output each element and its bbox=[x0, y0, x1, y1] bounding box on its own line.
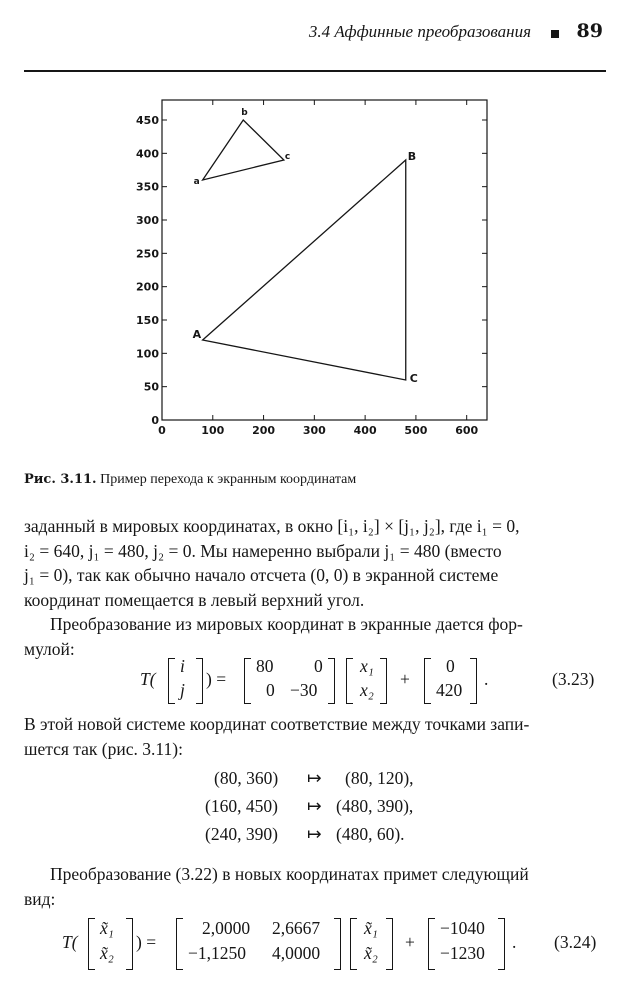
bracket-right bbox=[328, 658, 335, 704]
caption-label: Рис. 3.11. bbox=[24, 472, 97, 487]
equation-number: (3.23) bbox=[552, 669, 595, 689]
y-tick-label: 200 bbox=[136, 280, 159, 294]
vertex-label: c bbox=[284, 152, 291, 162]
bracket-right bbox=[334, 918, 341, 970]
vertex-label: a bbox=[193, 177, 200, 187]
large-triangle bbox=[203, 160, 406, 380]
y-tick-label: 150 bbox=[136, 314, 159, 327]
header-rule bbox=[24, 70, 606, 72]
eq-function: T( bbox=[140, 669, 156, 689]
x-tick-label: 100 bbox=[201, 424, 225, 437]
bracket-left bbox=[346, 658, 353, 704]
paragraph-3 bbox=[24, 712, 606, 761]
header-square-bullet bbox=[551, 30, 559, 38]
text-line: i₂ = 640, j₁ = 480, j₂ = 0. Мы намеренно выбрали j₁ = 480 (вместо bbox=[24, 540, 502, 561]
vector-cell: x̃₂ bbox=[364, 943, 378, 963]
y-tick-label: 300 bbox=[136, 214, 159, 227]
vector-cell: x̃₁ bbox=[364, 918, 378, 938]
matrix-cell: 2,6667 bbox=[272, 918, 321, 938]
eq-var: x̃₁ bbox=[100, 918, 114, 938]
y-tick-label: 400 bbox=[136, 147, 159, 161]
figure-caption bbox=[24, 472, 356, 488]
mapping-to: (480, 390), bbox=[336, 796, 414, 816]
text-line: координат помещается в левый верхний угол. bbox=[24, 589, 365, 610]
text-line: В этой новой системе координат соответствие между точками запи- bbox=[24, 714, 530, 734]
bracket-right bbox=[470, 658, 477, 704]
text-line: j₁ = 0), так как обычно начало отсчета (0, 0) в экранной системе bbox=[24, 565, 499, 585]
y-tick-label: 250 bbox=[136, 247, 159, 261]
caption-text: Пример перехода к экранным координатам bbox=[100, 472, 357, 487]
eq-plus: + bbox=[405, 932, 415, 952]
matrix-cell: 0 bbox=[266, 680, 275, 700]
mapping-from: (160, 450) bbox=[205, 796, 278, 816]
eq-dot: . bbox=[512, 932, 517, 952]
vector-cell: x₁ bbox=[360, 656, 374, 676]
bracket-left bbox=[428, 918, 435, 970]
bracket-left bbox=[424, 658, 431, 704]
x-tick-label: 200 bbox=[252, 424, 276, 437]
bracket-right bbox=[126, 918, 133, 970]
matrix-cell: 0 bbox=[314, 656, 323, 676]
vector-cell: 0 bbox=[446, 656, 455, 676]
mapping-arrow: ↦ bbox=[307, 796, 322, 816]
matrix-cell: −30 bbox=[290, 680, 318, 700]
matrix-cell: −1,1250 bbox=[188, 943, 246, 963]
x-tick-label: 500 bbox=[404, 424, 428, 437]
paragraph-1 bbox=[24, 514, 606, 612]
x-tick-label: 400 bbox=[353, 424, 377, 437]
page-number: 89 bbox=[576, 20, 603, 42]
vector-cell: −1230 bbox=[440, 943, 485, 963]
vertex-label: A bbox=[192, 328, 202, 341]
plot-frame bbox=[162, 100, 487, 420]
text-line: Преобразование (3.22) в новых координатах примет следующий bbox=[50, 864, 529, 884]
matrix-cell: 4,0000 bbox=[272, 943, 321, 963]
text-line: вид: bbox=[24, 888, 56, 909]
mapping-from: (80, 360) bbox=[214, 768, 279, 788]
text-line: шется так (рис. 3.11): bbox=[24, 738, 183, 759]
y-tick-label: 0 bbox=[151, 414, 159, 427]
vector-cell: −1040 bbox=[440, 918, 485, 938]
y-tick-label: 450 bbox=[136, 114, 159, 127]
vector-cell: 420 bbox=[436, 680, 463, 700]
mapping-arrow: ↦ bbox=[307, 768, 322, 788]
eq-var: i bbox=[180, 656, 185, 676]
y-tick-label: 50 bbox=[143, 380, 159, 394]
bracket-right bbox=[196, 658, 203, 704]
bracket-right bbox=[386, 918, 393, 970]
y-tick-label: 100 bbox=[136, 347, 159, 361]
eq-plus: + bbox=[400, 669, 410, 689]
equation-number: (3.24) bbox=[554, 932, 597, 952]
mapping-to: (480, 60). bbox=[336, 824, 405, 844]
mapping-arrow: ↦ bbox=[307, 824, 322, 844]
vector-cell: x₂ bbox=[360, 680, 374, 700]
vertex-label: b bbox=[241, 108, 248, 118]
running-header-title: 3.4 Аффинные преобразования bbox=[308, 22, 531, 41]
bracket-left bbox=[176, 918, 183, 970]
eq-var: j bbox=[180, 680, 185, 700]
small-triangle bbox=[203, 120, 284, 180]
bracket-left bbox=[88, 918, 95, 970]
eq-dot: . bbox=[484, 669, 489, 689]
bracket-left bbox=[350, 918, 357, 970]
matrix-cell: 80 bbox=[256, 656, 274, 676]
bracket-right bbox=[380, 658, 387, 704]
paragraph-4 bbox=[24, 862, 606, 911]
vertex-label: B bbox=[407, 150, 417, 163]
bracket-left bbox=[244, 658, 251, 704]
bracket-left bbox=[168, 658, 175, 704]
vertex-label: C bbox=[409, 372, 418, 385]
y-tick-label: 350 bbox=[136, 180, 159, 194]
eq-equals: ) = bbox=[136, 932, 157, 952]
text-line: Преобразование из мировых координат в экранные дается фор- bbox=[50, 614, 523, 634]
x-tick-label: 600 bbox=[455, 424, 479, 437]
equation-3-24 bbox=[0, 912, 641, 978]
equation-3-23 bbox=[0, 652, 641, 712]
eq-var: x̃₂ bbox=[100, 943, 114, 963]
figure-3-11-plot bbox=[120, 96, 500, 446]
matrix-cell: 2,0000 bbox=[202, 918, 251, 938]
text-line: заданный в мировых координатах, в окно [i₁, i₂] × [j₁, j₂], где i₁ = 0, bbox=[24, 516, 520, 536]
mapping-from: (240, 390) bbox=[205, 824, 278, 844]
point-mapping bbox=[0, 768, 641, 858]
eq-equals: ) = bbox=[206, 669, 227, 689]
text-line: мулой: bbox=[24, 638, 75, 659]
x-tick-label: 300 bbox=[302, 424, 326, 437]
x-tick-label: 0 bbox=[158, 424, 166, 437]
eq-function: T( bbox=[62, 932, 78, 952]
mapping-to: (80, 120), bbox=[345, 768, 414, 788]
bracket-right bbox=[498, 918, 505, 970]
